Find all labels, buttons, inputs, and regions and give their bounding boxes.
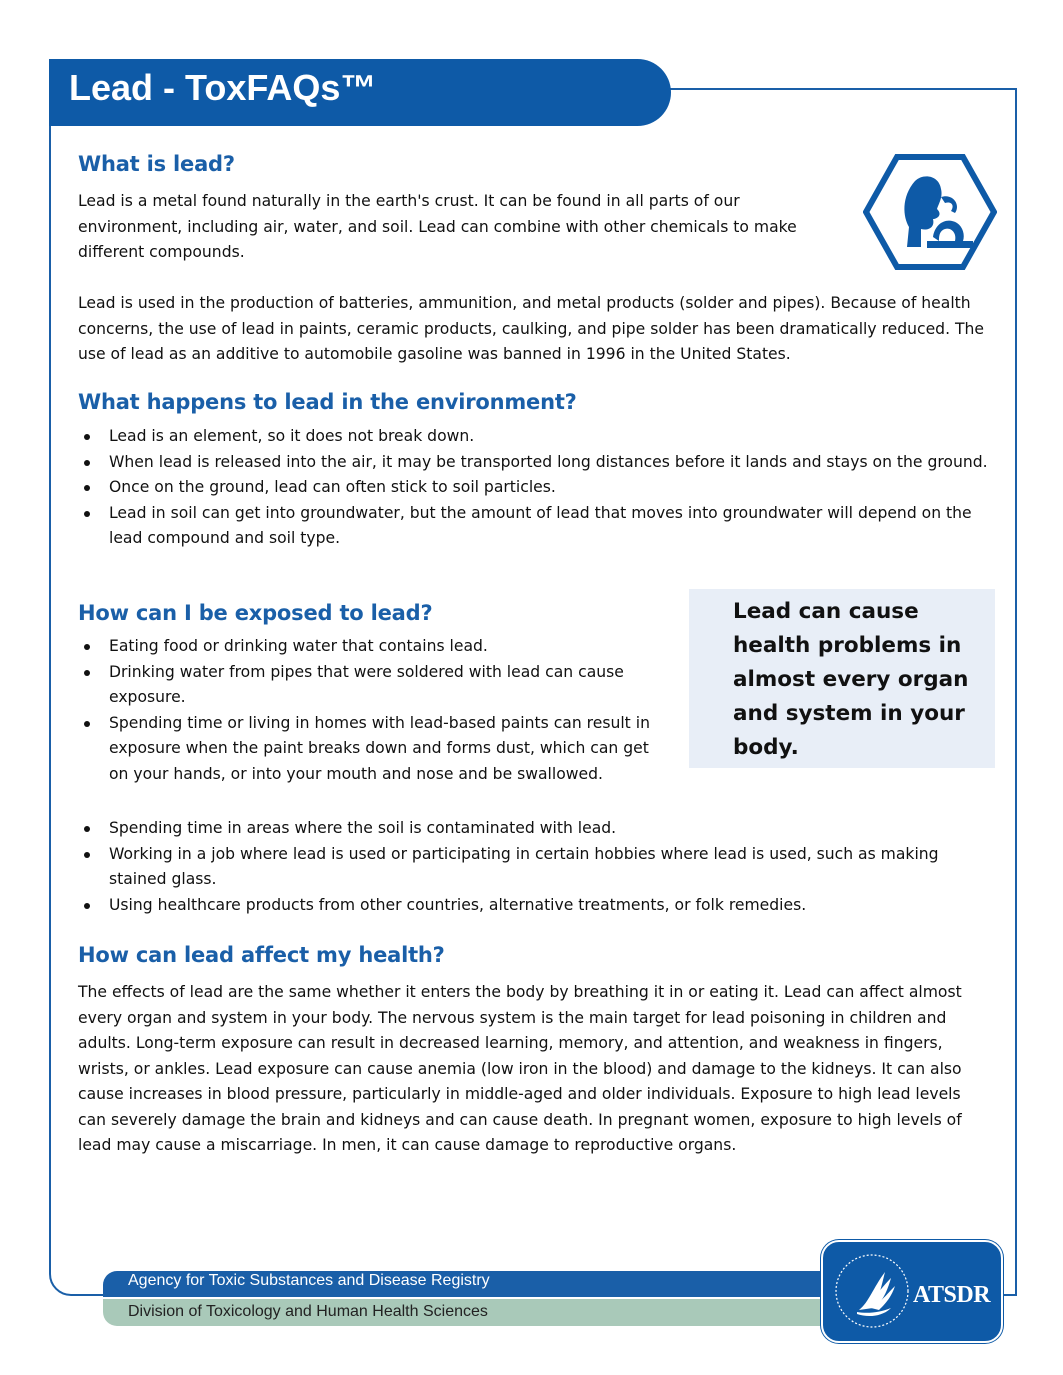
callout-box [689,589,995,768]
toxfaqs-hexagon-icon [863,153,997,271]
heading-environment: What happens to lead in the environment? [78,390,577,414]
heading-health-effects: How can lead affect my health? [78,943,445,967]
what-is-lead-paragraph-2: Lead is used in the production of batteries, ammunition, and metal products (solder and pipes). Because of health concerns, the use of lead in paints, ceramic products, caulking, and pipe solder has been dramatically reduced. The use of lead as an additive to automobile gasoline was banned in 1996 in the United States. [78,294,984,363]
exposure-bullet-list-narrow [78,634,653,787]
heading-what-is-lead: What is lead? [78,152,235,176]
list-item: Lead in soil can get into groundwater, but the amount of lead that moves into groundwater will depend on the lead compound and soil type. [78,501,1000,552]
list-item: Lead is an element, so it does not break down. [78,424,1000,450]
hhs-eagle-icon [829,1248,915,1334]
footer-agency-name: Agency for Toxic Substances and Disease Registry [128,1272,490,1289]
list-item: Drinking water from pipes that were soldered with lead can cause exposure. [78,660,653,711]
page-title: Lead - ToxFAQs™ [69,67,377,108]
list-item: Once on the ground, lead can often stick to soil particles. [78,475,1000,501]
atsdr-logo [821,1240,1003,1343]
list-item: Using healthcare products from other countries, alternative treatments, or folk remedies. [78,893,978,919]
atsdr-logo-text: ATSDR [913,1282,991,1308]
list-item: Spending time or living in homes with lead-based paints can result in exposure when the paint breaks down and forms dust, which can get on your hands, or into your mouth and nose and be swallowed. [78,711,653,788]
title-banner [49,59,671,126]
list-item: Working in a job where lead is used or participating in certain hobbies where lead is used, such as making stained glass. [78,842,978,893]
footer-division-name: Division of Toxicology and Human Health Sciences [128,1303,488,1320]
what-is-lead-paragraph-1: Lead is a metal found naturally in the earth's crust. It can be found in all parts of our environment, including air, water, and soil. Lead can combine with other chemicals to make different compounds. [78,192,797,261]
list-item: When lead is released into the air, it may be transported long distances before it lands and stays on the ground. [78,450,1000,476]
list-item: Spending time in areas where the soil is contaminated with lead. [78,816,978,842]
callout-text: Lead can cause health problems in almost every organ and system in your body. [733,599,969,760]
health-effects-paragraph: The effects of lead are the same whether it enters the body by breathing it in or eating it. Lead can affect almost every organ and system in your body. The nervous system is the main target for lead poisoning in children and adults. Long-term exposure can result in decreased learning, memory, and attention, and weakness in fingers, wrists, or ankles. Lead exposure can cause anemia (low iron in the blood) and damage to the kidneys. It can also cause increases in blood pressure, particularly in middle-aged and older individuals. Exposure to high lead levels can severely damage the brain and kidneys and can cause death. In pregnant women, exposure to high levels of lead may cause a miscarriage. In men, it can cause damage to reproductive organs. [78,983,962,1154]
list-item: Eating food or drinking water that contains lead. [78,634,653,660]
heading-exposure: How can I be exposed to lead? [78,601,433,625]
exposure-bullet-list-wide [78,816,978,918]
environment-bullet-list [78,424,1000,552]
